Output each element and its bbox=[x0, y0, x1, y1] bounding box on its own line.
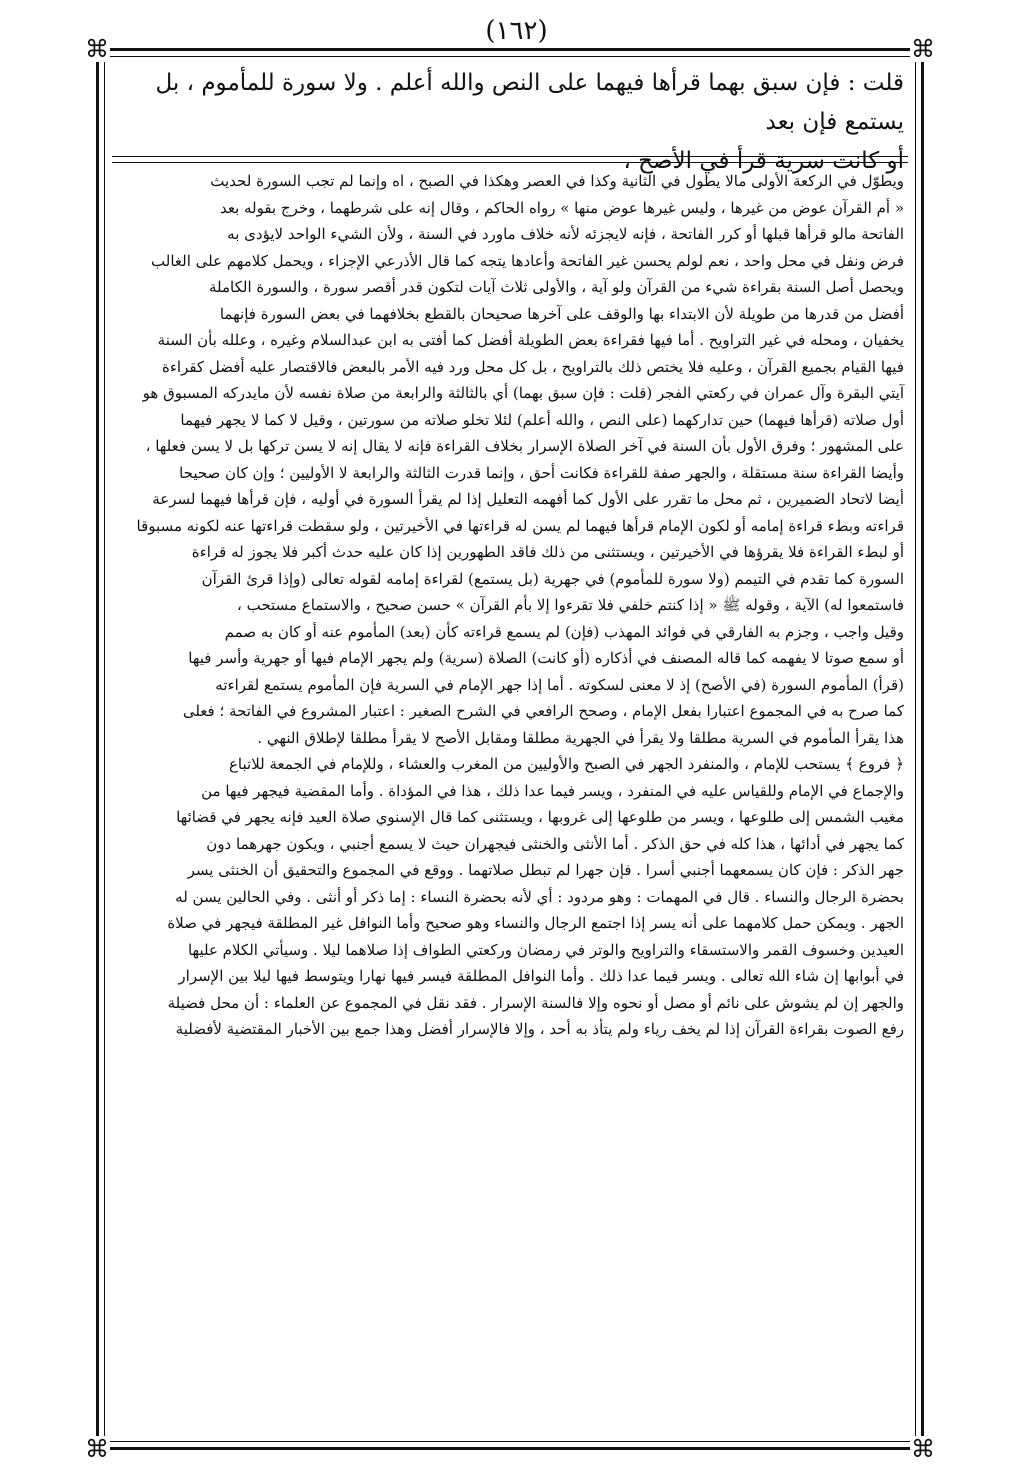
text-line: وأيضا القراءة سنة مستقلة ، والجهر صفة للقراءة فكانت أحق ، وإنما قدرت الثالثة والرابعة لا الأوليين ؛ وإن كان صحيحا bbox=[179, 463, 904, 482]
text-line: فاستمعوا له) الآية ، وقوله ﷺ « إذا كنتم خلفي فلا تقرءوا إلا بأم القرآن » حسن صحيح ، والاستماع مستحب ، bbox=[237, 596, 904, 614]
text-line: أو سمع صوتا لا يفهمه كما قاله المصنف في أذكاره (أو كانت) الصلاة (سرية) ولم يجهر الإمام فيها أو جهرية وأسر فيها bbox=[188, 649, 904, 667]
text-line: أو لبطء القراءة فلا يقرؤها في الأخيرتين ، ويستثنى من ذلك فاقد الطهورين إذا كان عليه حدث أكبر فلا يجوز له قراءة bbox=[191, 543, 904, 561]
text-line: ويطوّل في الركعة الأولى مالا يطول في الثانية وكذا في العصر وهكذا في الصبح ، اه وإنما لم تجب السورة لحديث bbox=[210, 172, 904, 190]
text-line: الجهر . ويمكن حمل كلامهما على أنه يسر إذا اجتمع الرجال والنساء وهو صحيح وأما النوافل غير المطلقة فيجهر في صلاة bbox=[167, 914, 904, 932]
corner-ornament-icon: ⌘ bbox=[911, 1435, 935, 1463]
text-line: والإجماع في الإمام وللقياس عليه في المنفرد ، ويسر فيما عدا ذلك ، هذا في المؤداة . وأما المقضية فيجهر فيها من bbox=[201, 781, 904, 800]
text-line: بحضرة الرجال والنساء . قال في المهمات : وهو مردود : أي لأنه بحضرة النساء : إما ذكر أو أنثى . وفي الحالين يسن له bbox=[175, 887, 904, 906]
text-line: هذا يقرأ المأموم في السرية مطلقا ولا يقرأ في الجهرية مطلقا ومقابل الأصح لا يقرأ مطلقا لإطلاق النهي . bbox=[257, 728, 904, 747]
corner-ornament-icon: ⌘ bbox=[85, 35, 109, 63]
text-line: كما يجهر في أدائها ، هذا كله في حق الذكر . أما الأنثى والخنثى فيجهران حيث لا يسمع أجنبي ، ويكون جهرهما دون bbox=[206, 834, 904, 853]
sharh-paragraph bbox=[118, 168, 904, 751]
text-line: على المشهور ؛ وفرق الأول بأن السنة في آخر الصلاة الإسرار بخلاف القراءة فإنه لا يقال إنه لا يسن تركها بل لا يسن فعلها ، bbox=[145, 437, 904, 455]
text-line: أيضا لاتحاد الضميرين ، ثم محل ما تقرر على الأول كما أفهمه التعليل إذا لم يقرأ السورة في أوليه ، فإن قرأها فيهما لسرعة bbox=[152, 490, 904, 508]
text-line: فرض ونفل في محل واحد ، نعم لولم يحسن غير الفاتحة وأعادها يتجه كما قال الأذرعي الإجزاء ، ويحمل كلامهم على الغالب bbox=[151, 251, 904, 270]
matn-line: أو كانت سرية قرأ في الأصح ، bbox=[623, 148, 904, 174]
text-line: « أم القرآن عوض من غيرها ، وليس غيرها عوض منها » رواه الحاكم ، وقال إنه على شرطهما ، وخرج بقوله بعد bbox=[219, 198, 904, 217]
text-line: والجهر إن لم يشوش على نائم أو مصل أو نحوه وإلا فالسنة الإسرار . فقد نقل في المجموع عن العلماء : أن محل فضيلة bbox=[167, 993, 904, 1012]
text-line: (قرأ) المأموم السورة (في الأصح) إذ لا معنى لسكوته . أما إذا جهر الإمام في السرية فإن المأموم يستمع لقراءته bbox=[215, 675, 904, 694]
text-line: وقيل واجب ، وجزم به الفارقي في فوائد المهذب (فإن) لم يسمع قراءته كأن (بعد) المأموم عنه أو كان به صمم bbox=[224, 622, 904, 641]
text-line: كما صرح به في المجموع اعتبارا بفعل الإمام ، وصحح الرافعي في الشرح الصغير : اعتبار المشروع في الفاتحة ؛ فعلى bbox=[182, 702, 904, 720]
text-line: جهر الذكر : فإن كان يسمعهما أجنبي أسرا . فإن جهرا لم تبطل صلاتهما . ووقع في المجموع والتحقيق أن الخنثى يسر bbox=[187, 861, 904, 879]
text-line: السورة كما تقدم في التيمم (ولا سورة للمأموم) في جهرية (بل يستمع) لقراءة إمامه لقوله تعالى (وإذا قرئ القرآن bbox=[201, 569, 904, 588]
text-line: ويحصل أصل السنة بقراءة شيء من القرآن ولو آية ، والأولى ثلاث آيات لتكون قدر أقصر سورة ، والسورة الكاملة bbox=[208, 278, 904, 296]
corner-ornament-icon: ⌘ bbox=[911, 35, 935, 63]
text-line: مغيب الشمس إلى طلوعها ، ويسر من طلوعها إلى غروبها ، ويستثنى كما قال الإسنوي صلاة العيد فإنه يجهر في قضائها bbox=[176, 808, 904, 826]
page-number: (١٦٢) bbox=[485, 16, 548, 46]
sharh-text bbox=[118, 168, 904, 1043]
divider bbox=[112, 162, 908, 163]
matn-text bbox=[118, 64, 904, 181]
text-line: فيها القيام بجميع القرآن ، وعليه فلا يختص ذلك بالتراويح ، بل كل محل ورد فيه الأمر بالبعض فالاقتصار عليه أفضل كقراءة bbox=[161, 357, 904, 376]
text-line: أول صلاته (قرأها فيهما) حين تداركهما (على النص ، والله أعلم) لئلا تخلو صلاته من سورتين ، وقيل لا كما لا يجهر فيهما bbox=[180, 410, 904, 429]
matn-line: قلت : فإن سبق بهما قرأها فيهما على النص والله أعلم . ولا سورة للمأموم ، بل يستمع فإن بعد bbox=[155, 70, 904, 135]
text-line: يخفيان ، ومحله في غير التراويح . أما فيها فقراءة بعض الطويلة أفضل كما أفتى به ابن عبدالسلام وغيره ، وعلله بأن السنة bbox=[157, 331, 904, 349]
text-line: قراءته وبطء قراءة إمامه أو لكون الإمام قرأها فيهما لم يسن له قراءتها في الأخيرتين ، ولو سقطت قراءتها عنه لكونه مسبوقا bbox=[136, 516, 904, 535]
text-line: رفع الصوت بقراءة القرآن إذا لم يخف رياء ولم يتأذ به أحد ، وإلا فالإسرار أفضل وهذا جمع بين الأخبار المقتضية لأفضلية bbox=[175, 1020, 904, 1038]
text-line: في أبوابها إن شاء الله تعالى . ويسر فيما عدا ذلك . وأما النوافل المطلقة فيسر فيها نهارا ويتوسط فيها ليلا بين الإسرار bbox=[178, 967, 904, 985]
text-line: ﴿ فروع ﴾ يستحب للإمام ، والمنفرد الجهر في الصبح والأوليين من المغرب والعشاء ، وللإمام في الجمعة للاتباع bbox=[228, 755, 904, 773]
sharh-paragraph bbox=[118, 751, 904, 1043]
text-line: أفضل من قدرها من طويلة لأن الابتداء بها والوقف على آخرها صحيحان بالقطع بخلافهما في بعض السورة فإنهما bbox=[219, 304, 904, 323]
text-line: آيتي البقرة وآل عمران في ركعتي الفجر (قلت : فإن سبق بهما) أي بالثالثة والرابعة من صلاة نفسه لأن مايدركه المسبوق هو bbox=[142, 384, 904, 402]
text-line: العيدين وخسوف القمر والاستسقاء والتراويح والوتر في رمضان وركعتي الطواف إذا صلاهما ليلا . وسيأتي الكلام عليها bbox=[187, 940, 904, 959]
corner-ornament-icon: ⌘ bbox=[85, 1435, 109, 1463]
text-line: الفاتحة مالو قرأها قبلها أو كرر الفاتحة ، فإنه لايجزئه لأنه خلاف ماورد في السنة ، ولأن الشيء الواحد لايؤدى به bbox=[227, 225, 904, 243]
divider bbox=[112, 156, 908, 157]
